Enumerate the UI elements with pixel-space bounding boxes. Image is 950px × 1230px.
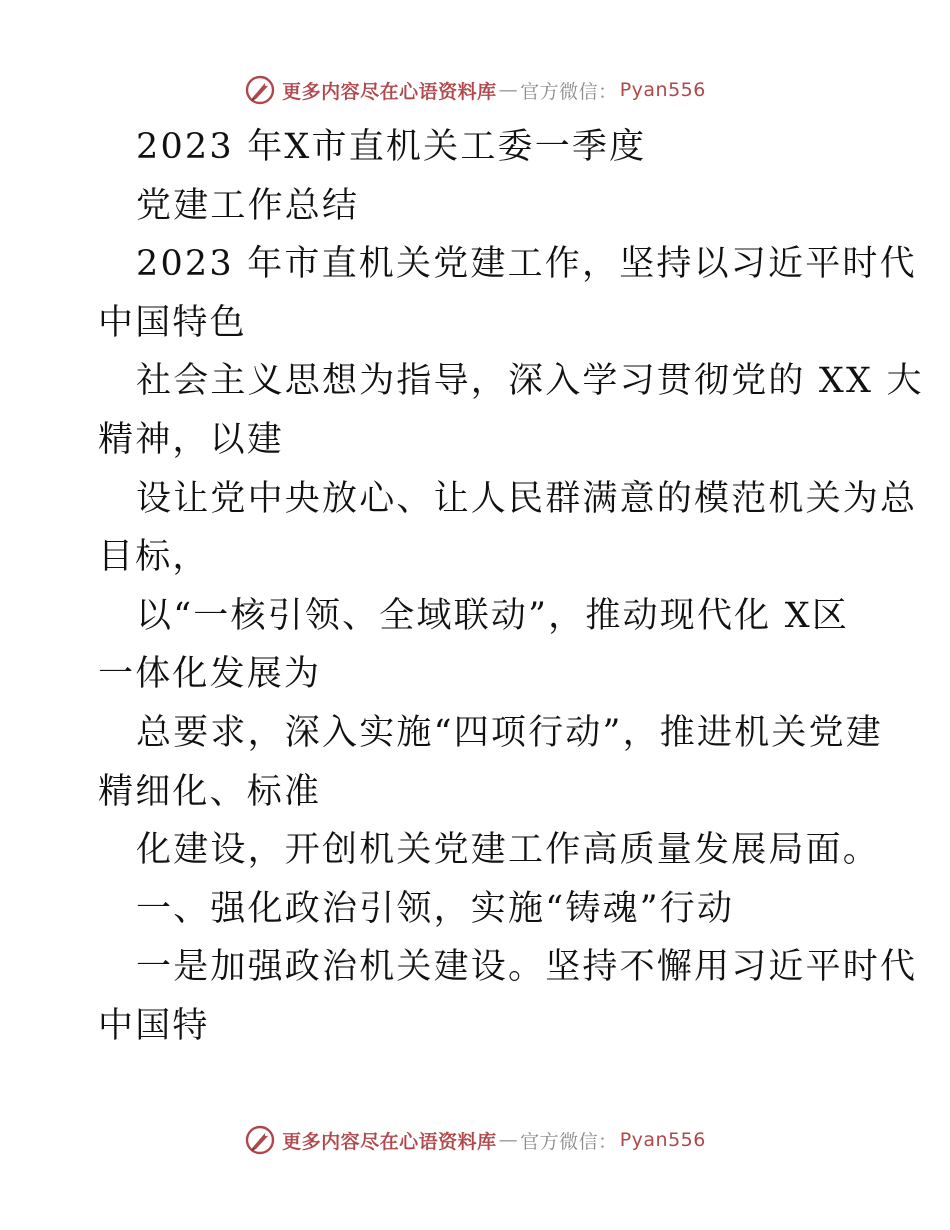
paragraph-line: 社会主义思想为指导，深入学习贯彻党的 XX 大 xyxy=(136,361,924,402)
paragraph-line: 精神，以建 xyxy=(98,419,285,460)
paragraph-line: 2023 年市直机关党建工作，坚持以习近平时代 xyxy=(136,244,917,285)
watermark-dash: — xyxy=(498,1129,519,1151)
pen-logo-icon xyxy=(244,74,276,106)
paragraph-line: 一体化发展为 xyxy=(98,654,322,695)
paragraph-line: 中国特色 xyxy=(98,302,247,343)
footer-watermark xyxy=(0,1120,950,1160)
paragraph-line: 一、强化政治引领，实施“铸魂”行动 xyxy=(136,888,735,929)
pen-logo-icon xyxy=(244,1124,276,1156)
paragraph-line: 以“一核引领、全域联动”，推动现代化 X区 xyxy=(136,595,850,636)
watermark-wechat-id: Pyan556 xyxy=(619,79,706,101)
paragraph-line: 化建设，开创机关党建工作高质量发展局面。 xyxy=(136,830,881,871)
paragraph-line: 目标， xyxy=(98,537,210,578)
document-body xyxy=(98,118,924,1056)
paragraph-line: 总要求，深入实施“四项行动”，推进机关党建 xyxy=(136,712,883,753)
header-watermark xyxy=(0,70,950,110)
watermark-main-text: 更多内容尽在心语资料库 xyxy=(282,80,497,103)
watermark-sub-text: 官方微信： xyxy=(520,1130,618,1153)
paragraph-line: 2023 年X市直机关工委一季度 xyxy=(136,127,647,167)
watermark-sub-text: 官方微信： xyxy=(520,80,618,103)
paragraph-line: 设让党中央放心、让人民群满意的模范机关为总 xyxy=(136,478,918,519)
watermark-dash: — xyxy=(498,79,519,101)
paragraph-line: 党建工作总结 xyxy=(136,185,360,226)
paragraph-line: 精细化、标准 xyxy=(98,771,322,812)
watermark-main-text: 更多内容尽在心语资料库 xyxy=(282,1130,497,1153)
watermark-wechat-id: Pyan556 xyxy=(619,1129,706,1151)
paragraph-line: 一是加强政治机关建设。坚持不懈用习近平时代 xyxy=(136,947,918,988)
paragraph-line: 中国特 xyxy=(98,1005,210,1046)
